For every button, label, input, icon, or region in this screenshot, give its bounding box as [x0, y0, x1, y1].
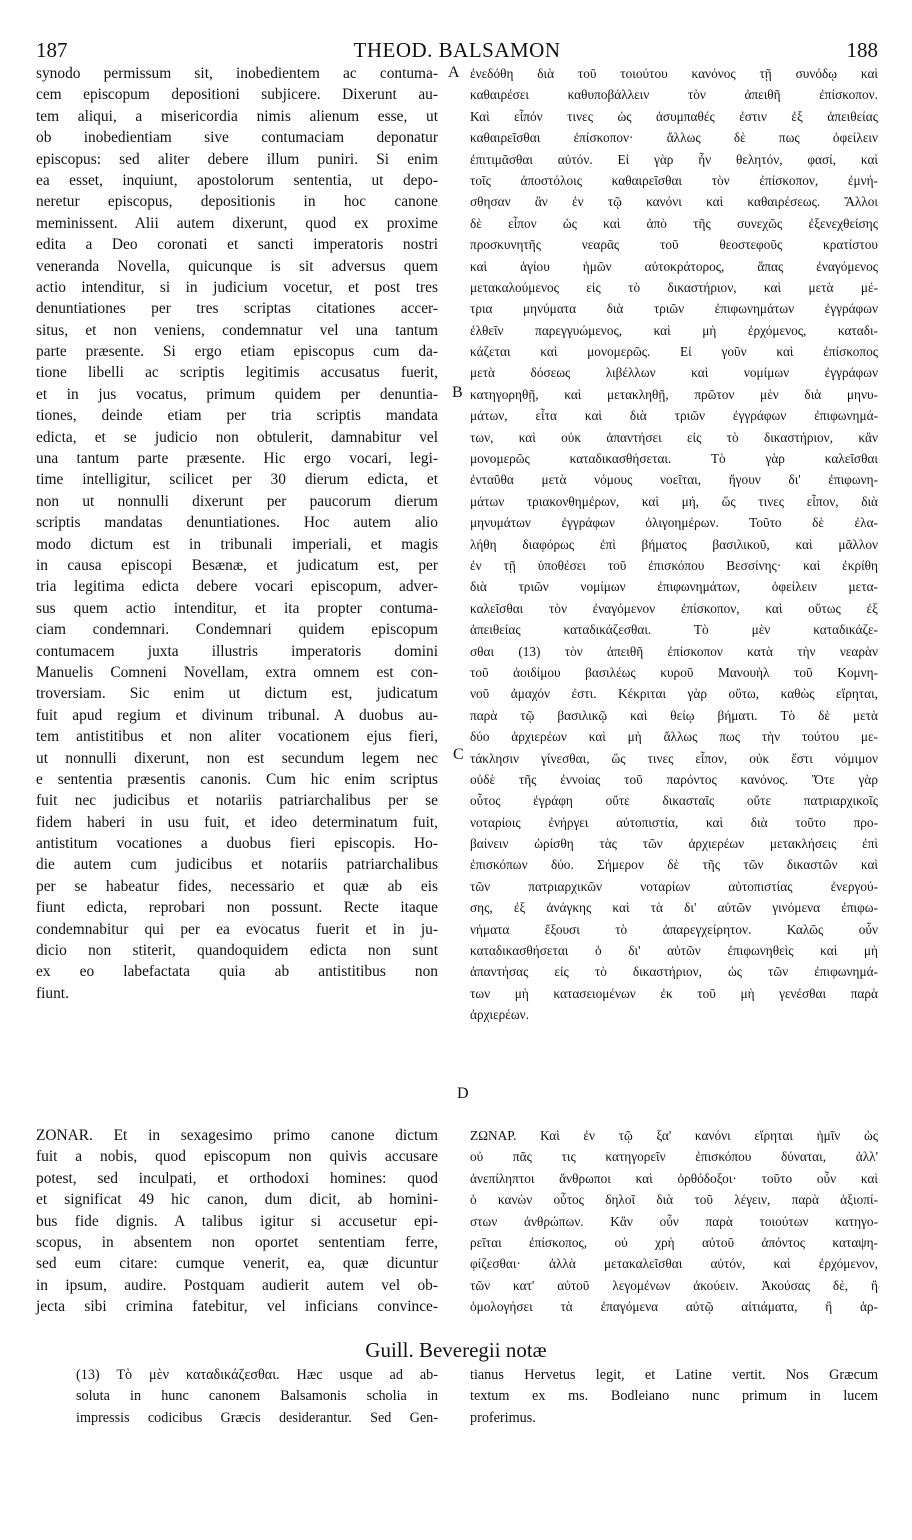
greek-zonar-paragraph: [470, 1125, 878, 1318]
note-line: soluta in hunc canonem Balsamonis scholia in: [76, 1388, 438, 1405]
note-line: impressis codicibus Græcis desiderantur. Sed Gen-: [76, 1409, 438, 1426]
greek-text-line: παρὰ τῷ βασιλικῷ καὶ θείῳ βήματι. Τὸ δὲ μετὰ: [470, 707, 878, 723]
latin-zonar-line: in ipsum, audire. Postquam audierit autem vel ob-: [36, 1276, 438, 1294]
latin-zonar-line: jecta sibi crimina fatebitur, vel inficians convince-: [36, 1298, 438, 1316]
greek-text-line: ἐπιτιμᾶσθαι αὐτόν. Εἰ γὰρ ἦν θελητόν, φασί, καὶ: [470, 151, 878, 167]
greek-zonar-line: στων ἀνθρώπων. Κἂν οὖν παρὰ τοιούτων κατηγο-: [470, 1213, 878, 1229]
greek-zonar-line: ἀνεπίληπτοι ἄνθρωποι καὶ ὀρθόδοξοι· τοῦτο οὖν καὶ: [470, 1170, 878, 1186]
latin-text-line: ob inobedientiam sive contumaciam deponatur: [36, 129, 438, 147]
note-line: (13) Τὸ μὲν καταδικάζεσθαι. Hæc usque ad ab-: [76, 1367, 438, 1383]
greek-text-line: τρια μηνύματα διὰ τριῶν ἐπιφωνημάτων ἐγγράφων: [470, 301, 878, 317]
greek-text-line: μάτων τριακονθημέρων, καὶ μή, ὥς τινες εἶπον, διὰ: [470, 493, 878, 509]
latin-text-line: episcopus: sed aliter debere illum puniri. Si enim: [36, 150, 438, 168]
greek-text-line: ἐνεδόθη διὰ τοῦ τοιούτου κανόνος τῇ συνόδῳ καὶ: [470, 66, 878, 81]
latin-text-line: ut nonnulli dixerunt, non est secundum legem nec: [36, 749, 438, 767]
greek-text-line: ἐν τῇ ὑποθέσει τοῦ ἐπισκόπου Βεσσίνης· καὶ ἐκρίθη: [470, 557, 878, 573]
latin-text-line: tem antistitibus et non aliter vocationem ejus fieri,: [36, 728, 438, 746]
greek-text-line: καλεῖσθαι τὸν ἐναγόμενον ἐπίσκοπον, καὶ οὕτως ἐξ: [470, 600, 878, 616]
latin-column: [36, 63, 438, 1004]
greek-text-line: ἀρχιερέων.: [470, 1007, 529, 1023]
greek-text-line: σθαι (13) τὸν ἀπειθῆ ἐπίσκοπον κατὰ τὴν νεαρὰν: [470, 643, 878, 659]
latin-text-line: modo dictum est in tribunali imperiali, et magis: [36, 535, 438, 553]
latin-text-line: ciam condemnari. Condemnari quidem episcopum: [36, 621, 438, 639]
greek-zonar-line: ρεῖται ἐπίσκοπος, οὐ χρὴ αὐτοῦ ἀπόντος καταψη-: [470, 1234, 878, 1250]
greek-text-line: νοῦ ἀμαχόν ἐστι. Κέκριται γὰρ οὕτω, καθὼς εἴρηται,: [470, 686, 878, 702]
margin-marker-b: B: [452, 384, 463, 401]
latin-text-line: tem aliqui, a misericordia nimis alienum esse, ut: [36, 107, 438, 125]
greek-text-line: ἀπειθείας καταδικάζεσθαι. Τὸ μὲν καταδικάζε-: [470, 622, 878, 638]
note-line: textum ex ms. Bodleiano nunc primum in lucem: [470, 1388, 878, 1405]
latin-text-line: fuit nec judicibus et notariis patriarchalibus per se: [36, 792, 438, 810]
latin-zonar-line: ZONAR. Et in sexagesimo primo canone dictum: [36, 1127, 438, 1144]
latin-text-line: die autem cum judicibus et notariis patriarchalibus: [36, 856, 438, 874]
latin-text-line: contumacem juxta illustris imperatoris domini: [36, 642, 438, 660]
greek-text-line: οὗτος ἐγράφη οὔτε δικασταῖς οὔτε πατριαρχικοῖς: [470, 793, 878, 809]
latin-text-line: fiunt.: [36, 984, 69, 1002]
notes-title: Guill. Beveregii notæ: [365, 1338, 547, 1362]
margin-marker-c: C: [453, 746, 464, 763]
latin-text-line: fidem haberi in usu fuit, et ideo determinatum fuit,: [36, 813, 438, 831]
latin-text-line: neretur episcopus, depositionis in hoc canone: [36, 193, 438, 211]
latin-text-line: antistitum vocationes a duobus fieri episcopis. Ho-: [36, 835, 438, 853]
page-number-left: 187: [36, 38, 68, 62]
greek-text-line: δύο ἀρχιερέων καὶ μὴ ἄλλως πως τὴν τούτου με-: [470, 729, 878, 745]
latin-text-line: troversiam. Sic enim ut dictum est, judicatum: [36, 685, 438, 703]
latin-text-line: edicta, et se judicio non obtulerit, damnabitur vel: [36, 428, 438, 446]
greek-text-line: τοῖς ἀποστόλοις καθαιρεῖσθαι τὸν ἐπίσκοπον, ἐμνή-: [470, 172, 878, 188]
running-title: THEOD. BALSAMON: [353, 38, 561, 62]
greek-text-line: μηνυμάτων ἐγγράφων ὀλιγοημέρων. Τοῦτο δὲ ἐλα-: [470, 515, 878, 531]
latin-text-line: non ut nonnulli dixerunt per paucorum dierum: [36, 492, 438, 510]
latin-text-line: Manuelis Comneni Novellam, extra omnem est con-: [36, 663, 438, 681]
latin-text-line: denuntiationes per tres scriptas citationes accer-: [36, 300, 438, 318]
latin-text-line: in causa episcopi Besænæ, et judicatum est, per: [36, 556, 438, 574]
greek-text-line: διὰ τριῶν νομίμων ἐπιφωνημάτων, ὀφείλειν μετα-: [470, 579, 878, 595]
running-header: [36, 38, 878, 62]
latin-text-line: ea esset, inquiunt, apostolorum sententia, ut depo-: [36, 171, 438, 189]
page-number-right: 188: [846, 38, 878, 62]
greek-text-line: μετακαλούμενος εἰς τὸ δικαστήριον, καὶ μετὰ μέ-: [470, 279, 878, 295]
greek-text-line: σθησαν ἂν ἐν τῷ κανόνι καὶ καθαιρέσεως. Ἄλλοι: [470, 194, 878, 210]
latin-text-line: dicio non stiterit, quandoquidem edicta non sunt: [36, 942, 438, 960]
greek-text-line: των, καὶ οὐκ ἀπαντήσει εἰς τὸ δικαστήριον, κἂν: [470, 429, 878, 445]
greek-text-line: Καὶ εἶπόν τινες ὡς ἀσυμπαθές ἐστιν ἐξ ἀπειθείας: [470, 108, 878, 124]
greek-zonar-line: ΖΩΝΑΡ. Καὶ ἐν τῷ ξα' κανόνι εἴρηται ἡμῖν ὡς: [470, 1128, 878, 1143]
greek-text-line: δὲ εἶπον ὡς καὶ ἀπὸ τῆς συνεχῶς ἐξενεχθείσης: [470, 215, 878, 231]
greek-text-line: καὶ ἁγίου ἡμῶν αὐτοκράτορος, ἅπας ἐναγόμενος: [470, 258, 878, 274]
latin-text-line: et in jus vocatus, primum quidem per denuntia-: [36, 385, 438, 403]
latin-text-line: meminissent. Alii autem dixerunt, quod ex proxime: [36, 214, 438, 232]
notes-right-column: [470, 1367, 878, 1431]
greek-text-line: μετὰ δόσεως λιβέλλων καὶ νομίμων ἐγγράφων: [470, 365, 878, 381]
greek-text-line: κάζεται καὶ μονομερῶς. Εἰ γοῦν καὶ ἐπίσκοπος: [470, 344, 878, 360]
greek-text-line: καθαιρέσει καθυποβάλλειν τὸν ἀπειθῆ ἐπίσκοπον.: [470, 87, 878, 103]
latin-text-line: per se habeatur fides, necessario et quæ ab eis: [36, 877, 438, 895]
latin-text-line: sus quem actio intenditur, et ita propter contuma-: [36, 599, 438, 617]
latin-zonar-line: bus fide dignis. A talibus igitur si accusetur epi-: [36, 1212, 438, 1230]
latin-text-line: situs, et non veniens, condemnatur vel una tantum: [36, 321, 438, 339]
greek-text-line: καταδικασθήσεται ὁ δι' αὐτῶν ἐπιφωνηθεὶς καὶ μὴ: [470, 943, 878, 959]
greek-text-line: τῶν πατριαρχικῶν νοταρίων αὐτοπιστίας ἐνεργού-: [470, 878, 878, 894]
greek-text-line: ἐπισκόπων δύο. Σήμερον δὲ τῆς τῶν δικαστῶν καὶ: [470, 857, 878, 873]
latin-text-line: actio intenditur, si in judicium vocetur, et post tres: [36, 278, 438, 296]
greek-text-line: μάτων, εἶτα καὶ διὰ τριῶν ἐγγράφων ἐπιφωνημά-: [470, 408, 878, 424]
latin-text-line: ex eo labefactata quia ab antistitibus non: [36, 963, 438, 981]
latin-text-line: edita a Deo coronati et sancti imperatoris nostri: [36, 236, 438, 254]
greek-text-line: καθαιρεῖσθαι ἐπίσκοπον· ἄλλως δὲ πως ὀφείλειν: [470, 130, 878, 146]
latin-text-line: tria legitima edicta debere vocari episcopum, adver-: [36, 578, 438, 596]
greek-text-line: βαίνειν ὡρίσθη τὰς τῶν ἀρχιερέων μετακλήσεις ἐπὶ: [470, 836, 878, 852]
greek-text-line: σης, ἐξ ἀνάγκης καὶ τὰ δι' αὐτῶν γινόμενα ἐπιφω-: [470, 900, 878, 916]
latin-text-line: time intelligitur, scilicet per 30 dierum edicta, et: [36, 471, 438, 489]
latin-text-line: e sententia præsentis canonis. Cum hic enim scriptus: [36, 770, 438, 788]
latin-text-line: cem episcopum depositioni subjicere. Dixerunt au-: [36, 86, 438, 104]
greek-text-line: οὐδὲ τῆς ἐννοίας τοῦ παρόντος κανόνος. Ὅτε γὰρ: [470, 771, 878, 787]
greek-text-line: ἐνταῦθα μετὰ νόμους νοεῖται, ἤγουν δι' ἐπιφωνη-: [470, 472, 878, 488]
greek-zonar-line: τῶν κατ' αὐτοῦ λεγομένων ἀκούειν. Ἀκούσας δὲ, ἢ: [470, 1277, 878, 1293]
greek-zonar-line: ὁμολογήσει τὰ ἐπαγόμενα αὐτῷ αἰτιάματα, ἢ ἀρ-: [470, 1299, 878, 1315]
latin-zonar-line: fuit a nobis, quod episcopum non quivis accusare: [36, 1148, 438, 1166]
greek-text-line: των μὴ κατασειομένων ἐκ τοῦ μὴ γενέσθαι παρὰ: [470, 985, 878, 1001]
latin-text-line: condemnabitur qui per ea evocatus fuerit et in ju-: [36, 920, 438, 938]
latin-text-line: fiunt edicta, reprobari non possunt. Recte itaque: [36, 899, 438, 917]
latin-text-line: tiones, deinde etiam per tria scriptis mandata: [36, 407, 438, 425]
note-line: proferimus.: [470, 1409, 536, 1426]
latin-text-line: parte præsente. Si ergo etiam episcopus cum da-: [36, 343, 438, 361]
latin-text-line: fuit apud regium et divinum tribunal. A duobus au-: [36, 706, 438, 724]
latin-text-line: scriptis mandatas denuntiationes. Hoc autem alio: [36, 514, 438, 532]
latin-text-line: tione libelli ac scriptis legitimis accusatus fuerit,: [36, 364, 438, 382]
latin-zonar-line: sed eum citare: cumque venerit, ea, quæ dicuntur: [36, 1255, 438, 1273]
note-line: tianus Hervetus legit, et Latine vertit. Nos Græcum: [470, 1367, 878, 1383]
latin-text-line: una tantum parte præsente. Hic ergo vocari, legi-: [36, 450, 438, 468]
greek-text-line: ἀπαντήσας εἰς τὸ δικαστήριον, ὡς τῶν ἐπιφωνημά-: [470, 964, 878, 980]
margin-marker-a: A: [448, 64, 460, 81]
notes-left-column: [76, 1367, 438, 1431]
latin-zonar-line: et significat 49 hic canon, dum dicit, ab homini-: [36, 1191, 438, 1209]
greek-zonar-line: ὁ κανὼν οὗτος δηλοῖ διὰ τοῦ λέγειν, παρὰ ἀξιοπί-: [470, 1192, 878, 1208]
latin-text-line: synodo permissum sit, inobedientem ac contuma-: [36, 65, 438, 82]
greek-text-line: νοταρίοις ἐνήργει αὐτοπιστία, καὶ διὰ τοῦτο προ-: [470, 814, 878, 830]
latin-text-line: veneranda Novella, quicunque is sit adversus quem: [36, 257, 438, 275]
greek-column: [470, 63, 878, 1026]
greek-text-line: λήθη διαφόρως ἐπὶ βήματος βασιλικοῦ, καὶ μᾶλλον: [470, 536, 878, 552]
margin-marker-d: D: [457, 1085, 469, 1102]
greek-text-line: προσκυνητῆς νεαρᾶς τοῦ θεοστεφοῦς κρατίστου: [470, 237, 878, 253]
greek-zonar-line: φίζεσθαι· ἀλλὰ μετακαλεῖσθαι αὐτόν, καὶ ἐρχόμενον,: [470, 1256, 878, 1272]
greek-zonar-line: οὐ πᾶς τις κατηγορεῖν ἐπισκόπου δύναται, ἀλλ': [470, 1149, 878, 1165]
greek-text-line: ἐλθεῖν παρεγγυώμενος, καὶ μὴ ἐρχόμενος, καταδι-: [470, 322, 878, 338]
latin-zonar-line: potest, sed inculpati, et orthodoxi homines: quod: [36, 1169, 438, 1187]
greek-text-line: τάκλησιν γίνεσθαι, ὥς τινες εἶπον, οὐκ ἔστι νόμιμον: [470, 750, 878, 766]
greek-text-line: νήματα ἔξουσι τὸ ἀπαρεγχείρητον. Καλῶς οὖν: [470, 921, 878, 937]
greek-text-line: μονομερῶς καταδικασθήσεται. Τὸ γὰρ καλεῖσθαι: [470, 451, 878, 467]
latin-zonar-paragraph: [36, 1125, 438, 1318]
greek-text-line: κατηγορηθῇ, καὶ μετακληθῇ, πρῶτον μὲν διὰ μηνυ-: [470, 386, 878, 402]
greek-text-line: τοῦ ἀοιδίμου βασιλέως κυροῦ Μανουὴλ τοῦ Κομνη-: [470, 664, 878, 680]
latin-zonar-line: scopus, in absentem non oportet sententiam ferre,: [36, 1233, 438, 1251]
